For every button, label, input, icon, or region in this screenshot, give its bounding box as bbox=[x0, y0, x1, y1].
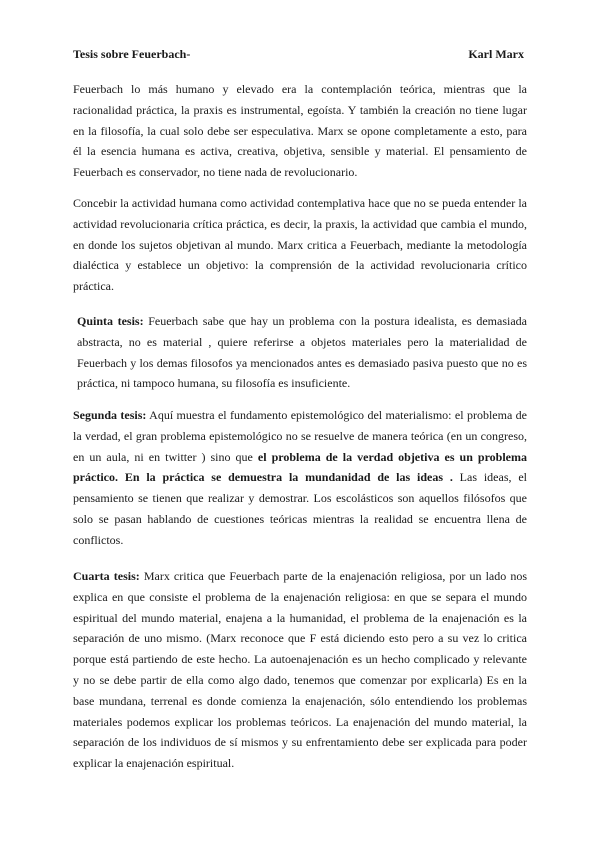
segunda-tesis-text-a: Aquí muestra el fundamento epistemológico del materialismo: el problema de la verdad, el gran problema epistemológico no se resuelve de manera teórica (en un congreso, en un aula, ni en twitter ) sino que bbox=[73, 408, 527, 464]
paragraph-2-text: Concebir la actividad humana como actividad contemplativa hace que no se pueda entender la actividad revolucionaria crítica práctica, es decir, la praxis, la actividad que cambia el mundo, en donde los sujetos objetivan al mundo. Marx critica a Feuerbach, mediante la metodología dialéctica y establece un objetivo: la comprensión de la actividad revolucionaria crítico práctica. bbox=[73, 196, 527, 294]
quinta-tesis-heading: Quinta tesis: bbox=[77, 314, 144, 328]
cuarta-tesis-text: Marx critica que Feuerbach parte de la enajenación religiosa, por un lado nos explica en que consiste el problema de la enajenación religiosa: en que se separa el mundo espiritual del mundo material, enajena a la humanidad, el problema de la enajenación es la separación de uno mismo. (Marx reconoce que F está diciendo esto pero a su vez lo critica porque está partiendo de este hecho. La autoenajenación es un hecho complicado y relevante y no se debe partir de ella como algo dado, tenemos que comenzar por explicarla) Es en la base mundana, terrenal es donde comienza la enajenación, sólo entendiendo los problemas materiales podemos explicar los problemas teóricos. La enajenación del mundo material, la separación de los individuos de sí mismos y su enfrentamiento debe ser explicada para poder explicar la enajenación espiritual. bbox=[73, 569, 528, 771]
document-author: Karl Marx bbox=[468, 47, 524, 61]
paragraph-segunda-tesis bbox=[73, 405, 527, 551]
segunda-tesis-heading: Segunda tesis: bbox=[73, 408, 147, 422]
document-header bbox=[73, 46, 524, 62]
paragraph-2 bbox=[73, 193, 527, 297]
cuarta-tesis-heading: Cuarta tesis: bbox=[73, 569, 140, 583]
paragraph-cuarta-tesis bbox=[73, 566, 527, 774]
segunda-tesis-emphasis: el problema de la verdad objetiva es un problema práctico. En la práctica se demuestra la mundanidad de las ideas . bbox=[73, 449, 528, 485]
document-title: Tesis sobre Feuerbach- bbox=[73, 47, 191, 61]
paragraph-1-text: Feuerbach lo más humano y elevado era la contemplación teórica, mientras que la racionalidad práctica, la praxis es instrumental, egoísta. Y también la creación no tiene lugar en la filosofía, la cual solo debe ser especulativa. Marx se opone completamente a esto, para él la esencia humana es activa, creativa, objetiva, sensible y material. El pensamiento de Feuerbach es conservador, no tiene nada de revolucionario. bbox=[73, 82, 527, 180]
quinta-tesis-text: Feuerbach sabe que hay un problema con la postura idealista, es demasiada abstracta, no es material , quiere referirse a objetos materiales pero la materialidad de Feuerbach y los demas filosofos ya mencionados antes es demasiado pasiva puesto que no es práctica, ni tampoco humana, su filosofía es insuficiente. bbox=[77, 314, 527, 391]
segunda-tesis-text-b: Las ideas, el pensamiento se tienen que realizar y demostrar. Los escolásticos son aquellos filósofos que solo se pasan hablando de cuestiones teóricas mientras la realidad se encuentra llena de conflictos. bbox=[73, 470, 527, 547]
paragraph-quinta-tesis bbox=[73, 311, 527, 394]
paragraph-1 bbox=[73, 79, 527, 183]
